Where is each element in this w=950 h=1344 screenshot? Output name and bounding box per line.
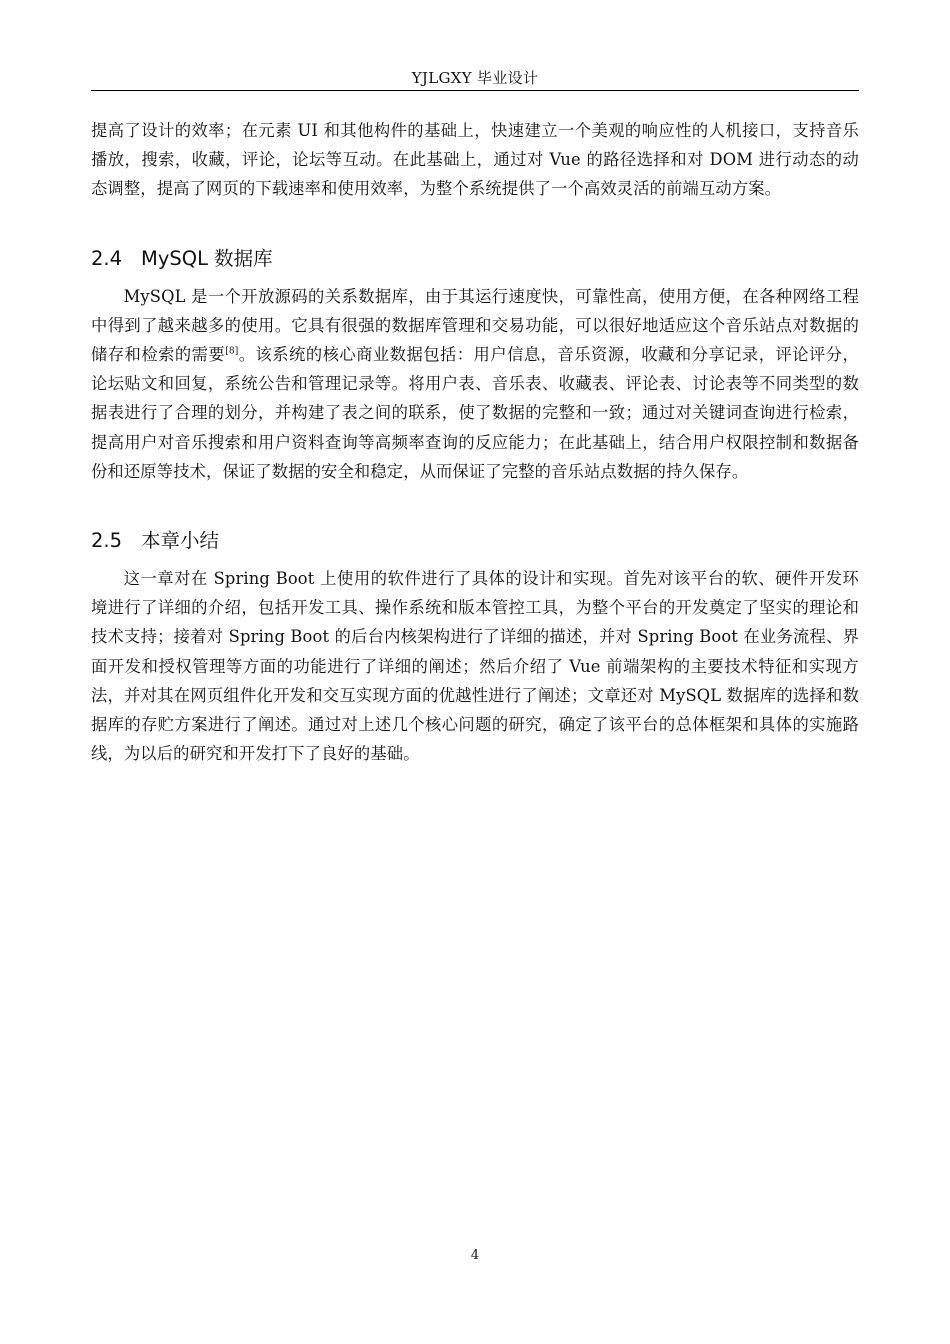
header-rule [91, 90, 859, 91]
page-number: 4 [470, 1248, 480, 1263]
section-number: 2.4 [91, 246, 123, 270]
mysql-paragraph [91, 282, 859, 486]
section-title: MySQL 数据库 [141, 246, 273, 270]
section-heading-2-4 [91, 245, 859, 273]
page-header: YJLGXY 毕业设计 [411, 69, 539, 87]
citation-reference: [8] [225, 346, 239, 357]
document-body [91, 116, 859, 768]
mysql-paragraph-part1: MySQL 是一个开放源码的关系数据库，由于其运行速度快，可靠性高，使用方便，在各种网络工程中得到了越来越多的使用。它具有很强的数据库管理和交易功能，可以很好地适应这个音乐站点对数据的储存和检索的需要 [91, 286, 859, 365]
section-number: 2.5 [91, 529, 123, 553]
mysql-paragraph-part2: 。该系统的核心商业数据包括：用户信息，音乐资源，收藏和分享记录，评论评分，论坛贴文和回复，系统公告和管理记录等。将用户表、音乐表、收藏表、评论表、讨论表等不同类型的数据表进行了合理的划分，并构建了表之间的联系，使了数据的完整和一致；通过对关键词查询进行检索，提高用户对音乐搜索和用户资料查询等高频率查询的反应能力；在此基础上，结合用户权限控制和数据备份和还原等技术，保证了数据的安全和稳定，从而保证了完整的音乐站点数据的持久保存。 [91, 345, 859, 481]
section-title: 本章小结 [141, 529, 220, 553]
summary-paragraph: 这一章对在 Spring Boot 上使用的软件进行了具体的设计和实现。首先对该平台的软、硬件开发环境进行了详细的介绍，包括开发工具、操作系统和版本管控工具，为整个平台的开发奠定了坚实的理论和技术支持；接着对 Spring Boot 的后台内核架构进行了详细的描述，并对 Spring Boot 在业务流程、界面开发和授权管理等方面的功能进行了详细的阐述；然后介绍了 Vue 前端架构的主要技术特征和实现方法，并对其在网页组件化开发和交互实现方面的优越性进行了阐述；文章还对 MySQL 数据库的选择和数据库的存贮方案进行了阐述。通过对上述几个核心问题的研究，确定了该平台的总体框架和具体的实施路线，为以后的研究和开发打下了良好的基础。 [91, 569, 859, 764]
section-heading-2-5 [91, 527, 859, 555]
intro-paragraph: 提高了设计的效率；在元素 UI 和其他构件的基础上，快速建立一个美观的响应性的人机接口，支持音乐播放，搜索，收藏，评论，论坛等互动。在此基础上，通过对 Vue 的路径选择和对 DOM 进行动态的动态调整，提高了网页的下载速率和使用效率，为整个系统提供了一个高效灵活的前端互动方案。 [91, 121, 859, 199]
